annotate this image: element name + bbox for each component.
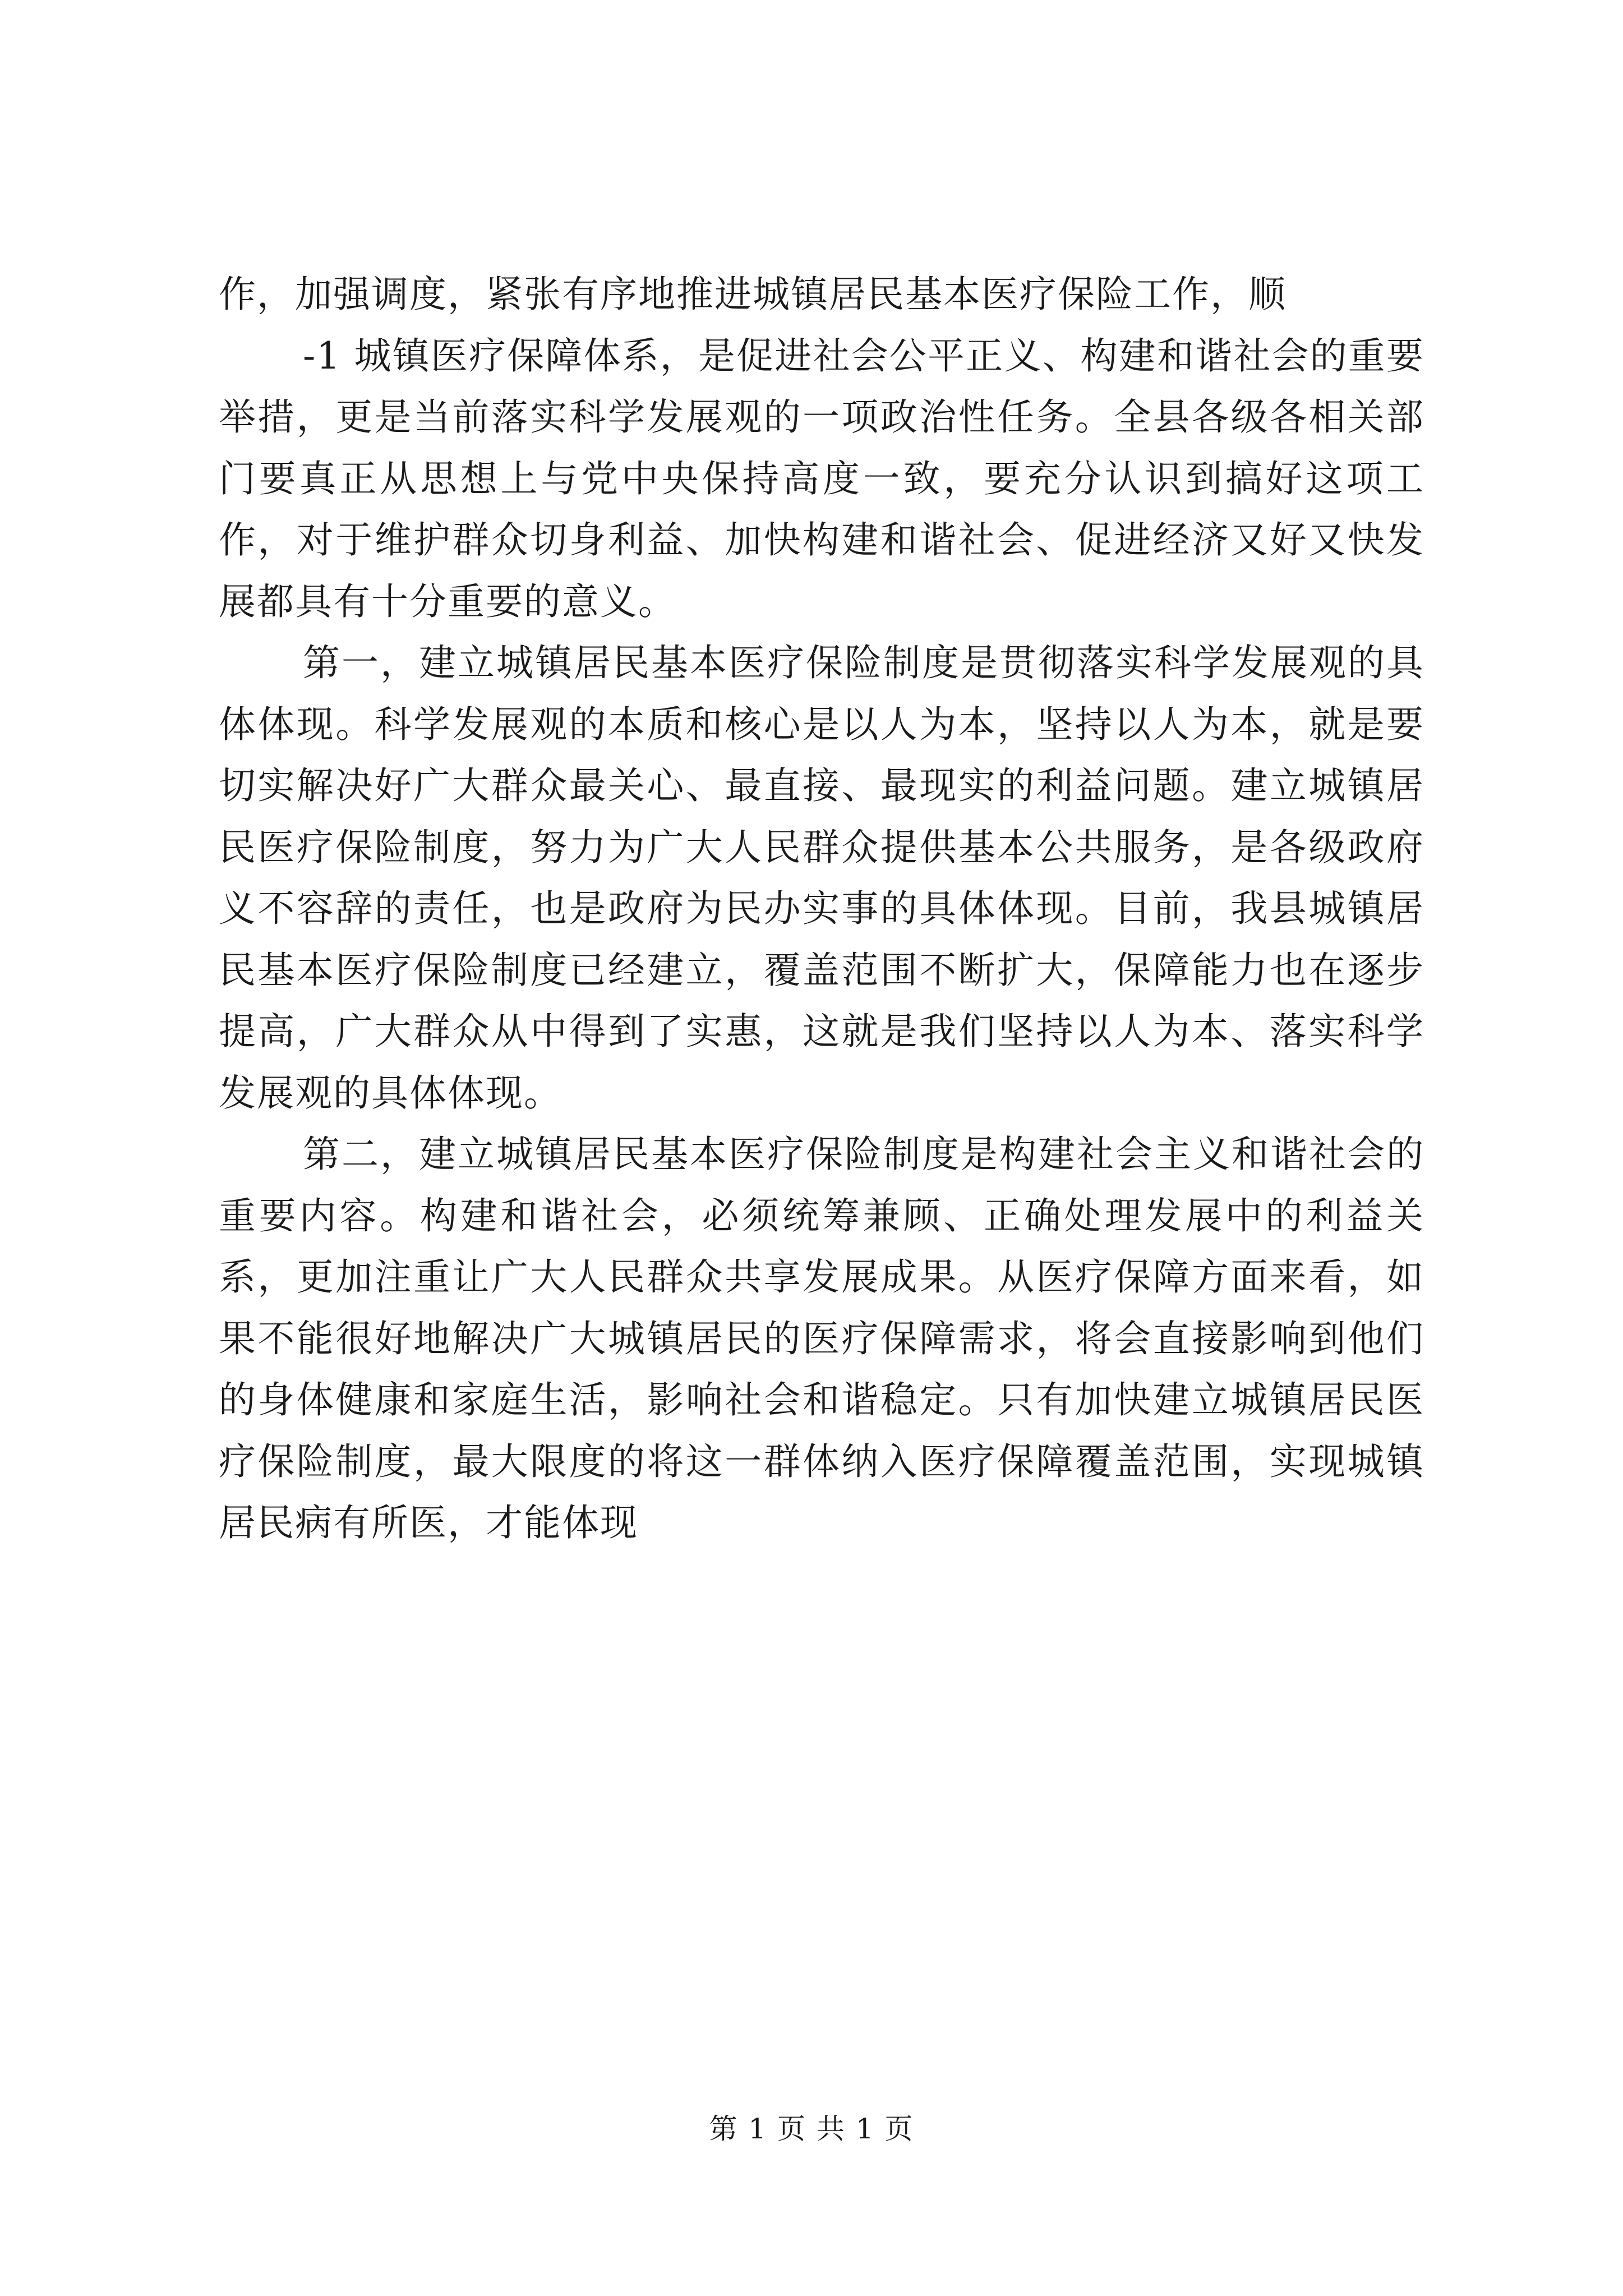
page-number-footer: 第 1 页 共 1 页 (709, 2113, 914, 2145)
paragraph-intro: -1 城镇医疗保障体系，是促进社会公平正义、构建和谐社会的重要举措，更是当前落实科学发展观的一项政治性任务。全县各级各相关部门要真正从思想上与党中央保持高度一致，要充分认识到搞好这项工作，对于维护群众切身利益、加快构建和谐社会、促进经济又好又快发展都具有十分重要的意义。 (219, 334, 1424, 623)
paragraph-first-point: 第一，建立城镇居民基本医疗保险制度是贯彻落实科学发展观的具体体现。科学发展观的本质和核心是以人为本，坚持以人为本，就是要切实解决好广大群众最关心、最直接、最现实的利益问题。建立城镇居民医疗保险制度，努力为广大人民群众提供基本公共服务，是各级政府义不容辞的责任，也是政府为民办实事的具体体现。目前，我县城镇居民基本医疗保险制度已经建立，覆盖范围不断扩大，保障能力也在逐步提高，广大群众从中得到了实惠，这就是我们坚持以人为本、落实科学发展观的具体体现。 (219, 641, 1424, 1115)
paragraph-second-point: 第二，建立城镇居民基本医疗保险制度是构建社会主义和谐社会的重要内容。构建和谐社会，必须统筹兼顾、正确处理发展中的利益关系，更加注重让广大人民群众共享发展成果。从医疗保障方面来看，如果不能很好地解决广大城镇居民的医疗保障需求，将会直接影响到他们的身体健康和家庭生活，影响社会和谐稳定。只有加快建立城镇居民医疗保险制度，最大限度的将这一群体纳入医疗保障覆盖范围，实现城镇居民病有所医，才能体现 (219, 1133, 1424, 1544)
paragraph-continuation: 作，加强调度，紧张有序地推进城镇居民基本医疗保险工作，顺 (219, 273, 1287, 316)
document-body (219, 264, 1424, 1554)
